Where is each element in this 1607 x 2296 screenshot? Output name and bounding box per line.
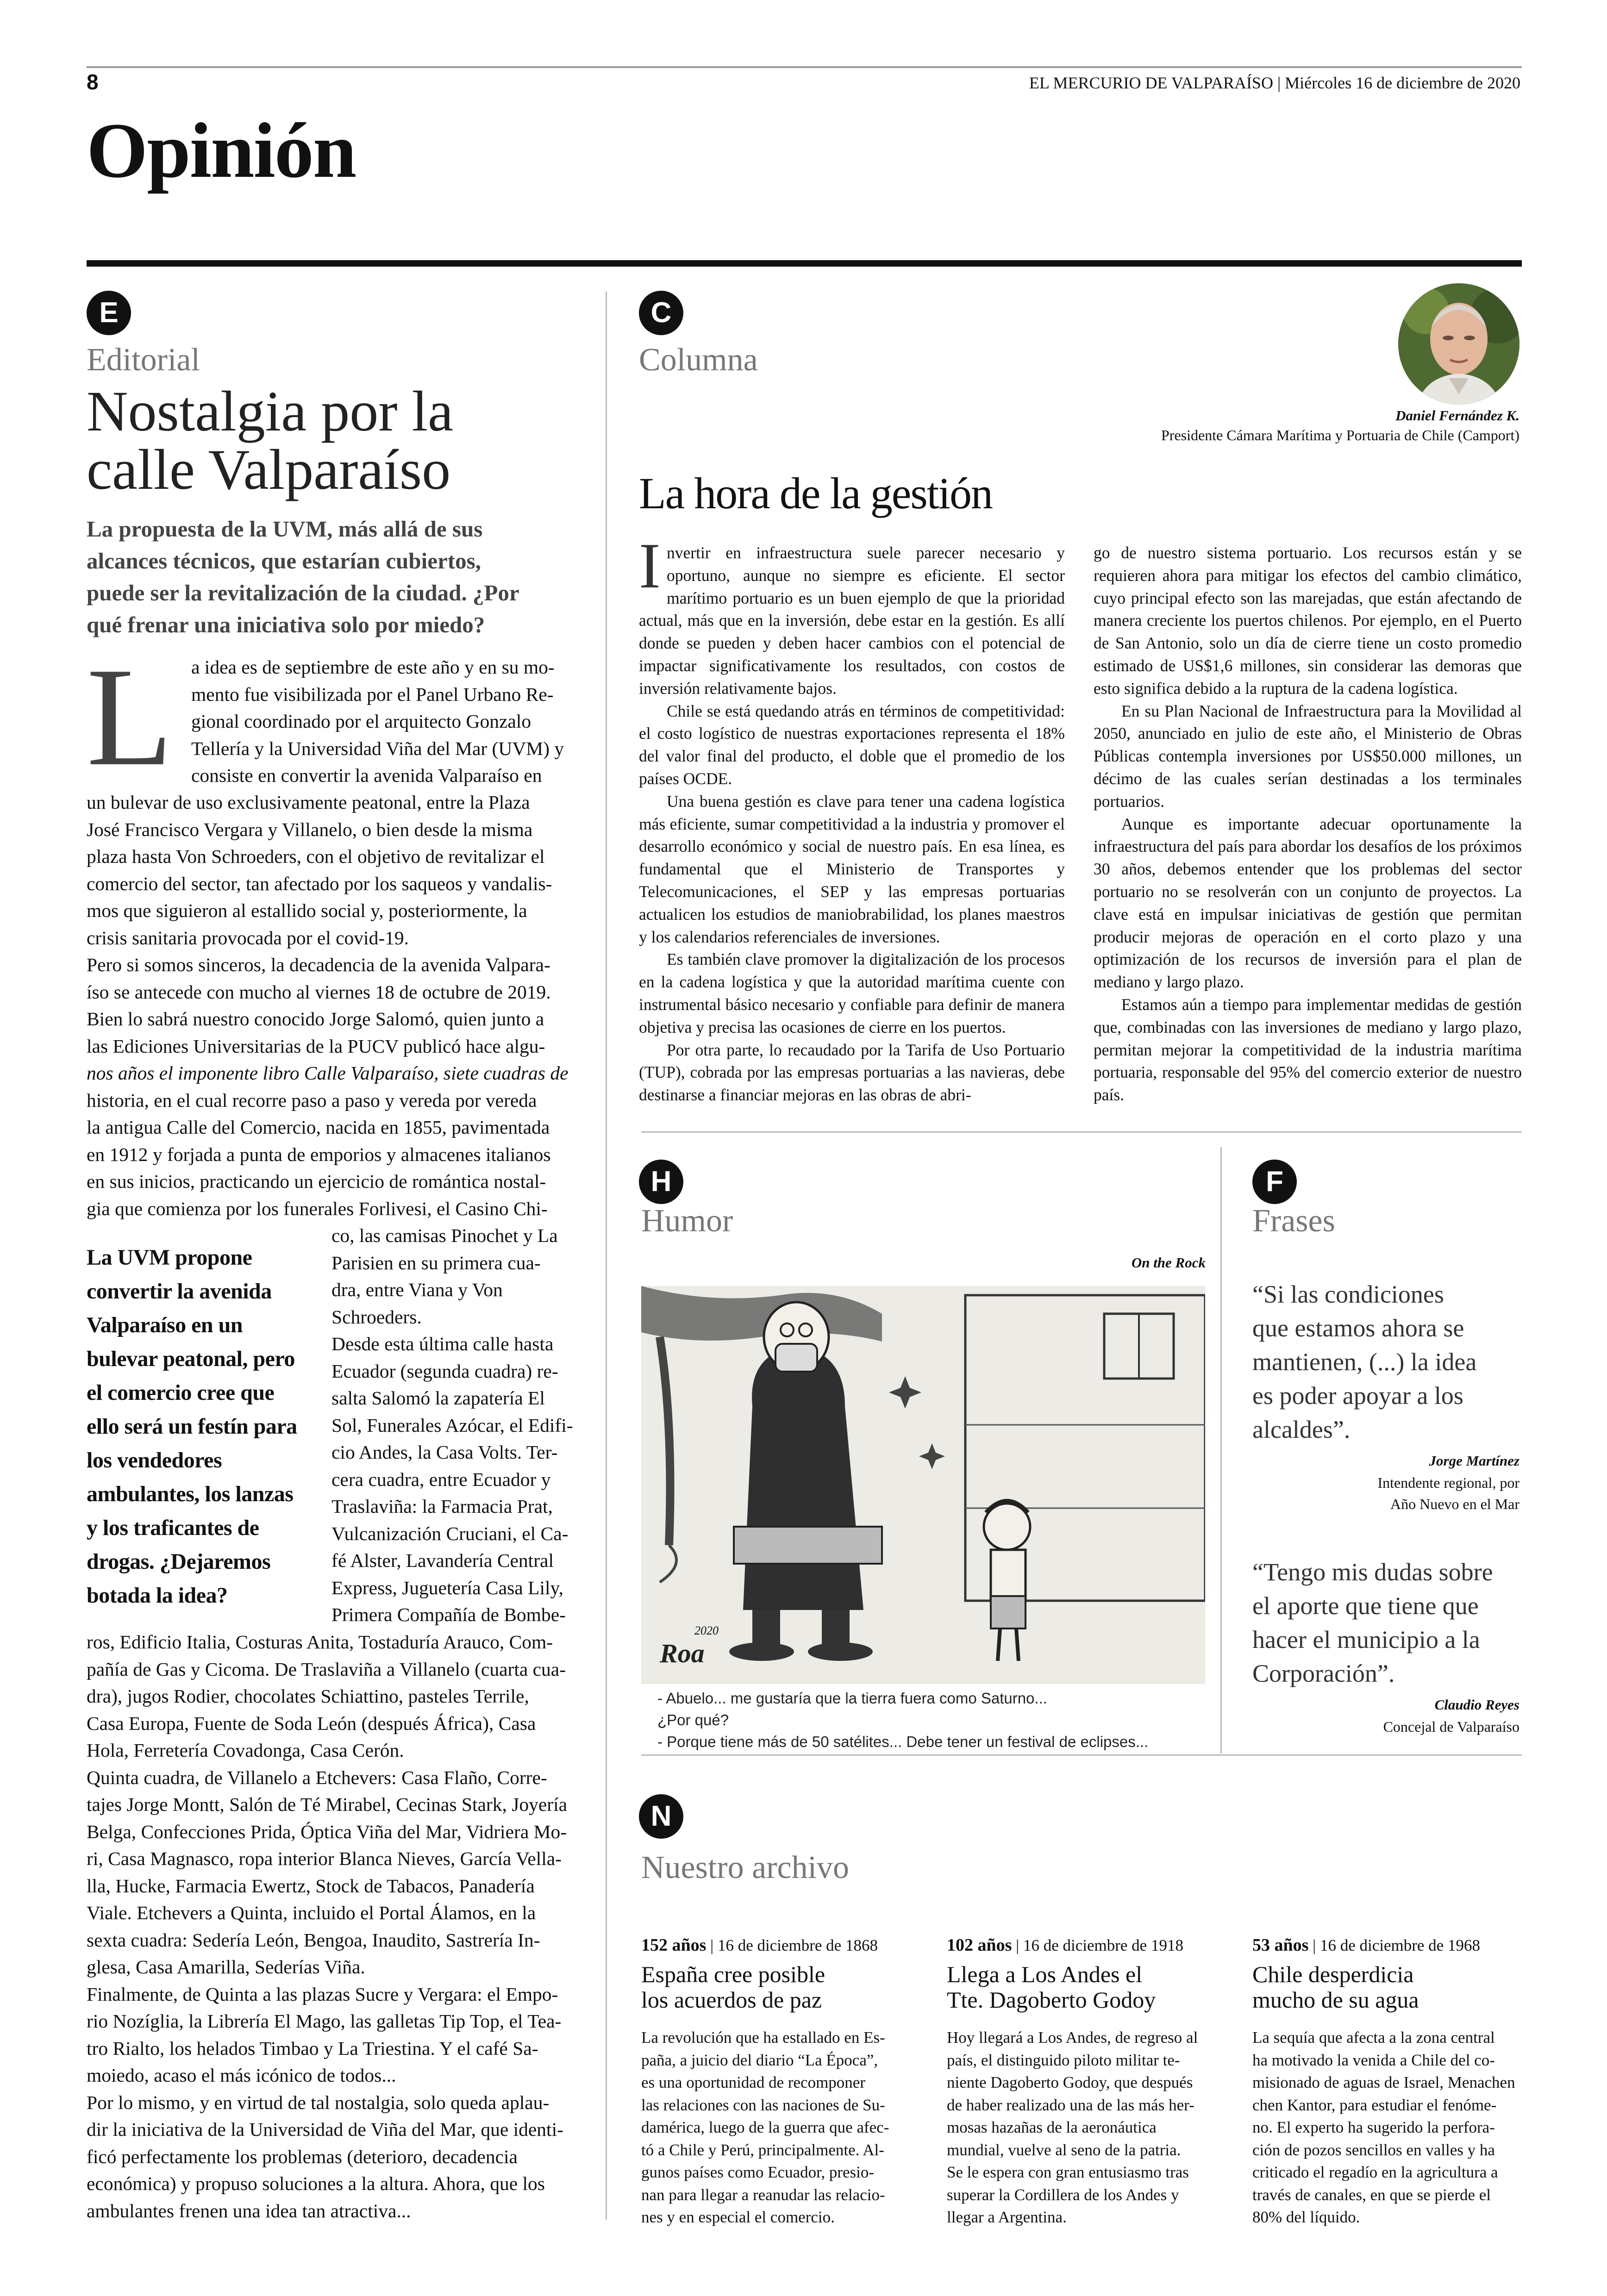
column-dropcap: I	[639, 530, 661, 602]
humor-section-label: Humor	[641, 1203, 733, 1239]
editorial-body-c: ros, Edificio Italia, Costuras Anita, Tostaduría Arauco, Com- pañía de Gas y Cicoma. De Traslaviña a Villanelo (cuarta cua- dra), jugos Rodier, chocolates Schiattino, pasteles Terrile, Casa Europa, Fuente de Soda León (después África), Casa Hola, Ferretería Covadonga, Casa Cerón. Quinta cuadra, de Villanelo a Etchevers: Casa Flaño, Corre- tajes Jorge Montt, Salón de Té Mirabel, Cecinas Stark, Joyería Belga, Confecciones Prida, Óptica Viña del Mar, Vidriera Mo- ri, Casa Magnasco, ropa interior Blanca Nieves, García Vella- lla, Hucke, Farmacia Ewertz, Stock de Tabacos, Panadería Viale. Etchevers a Quinta, incluido el Portal Álamos, en la sexta cuadra: Sedería León, Bengoa, Inaudito, Sastrería In- glesa, Casa Amarilla, Sederías Viña. Finalmente, de Quinta a las plazas Sucre y Vergara: el Empo- rio Nozíglia, la Librería El Mago, las galletas Tip Top, el Tea- tro Rialto, los helados Timbao y La Triestina. Y el café Sa- moiedo, acaso el más icónico de todos... Por lo mismo, y en virtud de tal nostalgia, solo queda aplau- dir la iniciativa de la Universidad de Viña del Mar, que identi- ficó perfectamente los problemas (deterioro, decadencia económica) y propuso soluciones a la altura. Ahora, que los ambulantes frenen una idea tan atractiva...	[87, 1631, 568, 2221]
page-title: Opinión	[87, 107, 356, 194]
humor-frases-divider	[1220, 1147, 1222, 1753]
editorial-drop-lines: a idea es de septiembre de este año y en su mo- mento fue visibilizada por el Panel Urbano Re- gional coordinado por el arquitecto Gonzalo Tellería y la Universidad Viña del Mar (UVM) y consiste en convertir la avenida Valparaíso en	[191, 656, 564, 786]
humor-credit: On the Rock	[1131, 1254, 1206, 1271]
editorial-column-divider	[606, 292, 607, 2220]
frase-author-1: Jorge Martínez	[1429, 1453, 1519, 1469]
column-badge: C	[639, 291, 683, 335]
top-rule	[87, 66, 1522, 68]
cartoon-year: 2020	[694, 1624, 719, 1637]
archive-item-header: 53 años | 16 de diciembre de 1968	[1252, 1935, 1480, 1955]
page-number: 8	[87, 70, 99, 94]
column-section-label: Columna	[639, 342, 758, 378]
cartoon-signature: Roa	[660, 1638, 705, 1668]
archive-section-label: Nuestro archivo	[641, 1850, 850, 1885]
archive-item-3	[1252, 1935, 1530, 2229]
humor-badge: H	[639, 1160, 683, 1204]
archive-item-header: 152 años | 16 de diciembre de 1868	[641, 1935, 878, 1955]
archive-badge: N	[639, 1794, 683, 1839]
archive-item-2	[947, 1935, 1225, 2229]
section-rule	[87, 260, 1522, 267]
column-body-left: nvertir en infraestructura suele parecer necesario y oportuno, aunque no siempre es eficiente. El sector marítimo portuario es un buen ejemplo de que la prioridad actual, más que en la inversión, debe estar en la gestión. Es allí donde se pueden y deben hacer cambios con el potencial de impactar significativamente los resultados, con costos de inversión relativamente bajos. Chile se está quedando atrás en términos de competitividad: el costo logístico de nuestras exportaciones representa el 18% del valor final del producto, el doble que el promedio de los países OCDE. Una buena gestión es clave para tener una cadena logística más eficiente, sumar competitividad a la industria y promover el desarrollo económico y social de nuestro país. En esa línea, es fundamental que el Ministerio de Transportes y Telecomunicaciones, el SEP y las empresas portuarias actualicen los estudios de maniobrabilidad, los planes maestros y los calendarios referenciales de inversiones. Es también clave promover la digitalización de los procesos en la cadena logística y que la autoridad marítima cuente con instrumental básico necesario y confiable para definir de manera objetiva y precisa las ocasiones de cierre en los puertos. Por otra parte, lo recaudado por la Tarifa de Uso Portuario (TUP), cobrada por las empresas portuarias a las navieras, debe destinarse a financiar mejoras en las obras de abri-	[639, 543, 1065, 1104]
editorial-dek: La propuesta de la UVM, más allá de sus alcances técnicos, que estarían cubiertos, puede ser la revitalización de la ciudad. ¿Por qué frenar una iniciativa solo por miedo?	[87, 516, 519, 637]
editorial-body-a: un bulevar de uso exclusivamente peatonal, entre la Plaza José Francisco Vergara y Villanelo, o bien desde la misma plaza hasta Von Schroeders, con el objetivo de revitalizar el comercio del sector, tan afectado por los saqueos y vandalis- mos que siguieron al estallido social y, posteriormente, la crisis sanitaria provocada por el covid-19. Pero si somos sinceros, la decadencia de la avenida Valpara- íso se antecede con mucho al viernes 18 de octubre de 2019. Bien lo sabrá nuestro conocido Jorge Salomó, quien junto a las Ediciones Universitarias de la PUCV publicó hace algu- nos años el imponente libro Calle Valparaíso, siete cuadras de historia, en el cual recorre paso a paso y vereda por vereda la antigua Calle del Comercio, nacida en 1855, pavimentada en 1912 y forjada a punta de emporios y almacenes italianos en sus inicios, practicando un ejercicio de romántica nostal- gia que comienza por los funerales Forlivesi, el Casino Chi-	[87, 792, 569, 1219]
column-author: Daniel Fernández K.	[1395, 407, 1519, 424]
author-portrait-icon	[1398, 283, 1519, 405]
frase-role-2: Concejal de Valparaíso	[1383, 1718, 1519, 1735]
archive-top-rule	[641, 1754, 1522, 1756]
editorial-body-b: co, las camisas Pinochet y La Parisien en su primera cua- dra, entre Viana y Von Schroeders. Desde esta última calle hasta Ecuador (segunda cuadra) re- salta Salomó la zapatería El Sol, Funerales Azócar, el Edifi- cio Andes, la Casa Volts. Ter- cera cuadra, entre Ecuador y Traslaviña: la Farmacia Prat, Vulcanización Cruciani, el Ca- fé Alster, Lavandería Central Express, Juguetería Casa Lily, Primera Compañía de Bombe-	[331, 1225, 573, 1625]
archive-item-title: España cree posible los acuerdos de paz	[641, 1961, 825, 2013]
cartoon-image	[641, 1286, 1205, 1684]
frases-section-label: Frases	[1252, 1203, 1335, 1239]
column-body-right: go de nuestro sistema portuario. Los recursos están y se requieren ahora para mitigar los efectos del cambio climático, cuyo principal efecto son las marejadas, que están afectando de manera creciente los puertos chilenos. Por ejemplo, en el Puerto de San Antonio, solo un día de cierre tiene un costo promedio estimado de US$1,6 millones, sin considerar las demoras que esto significa debido a la ruptura de la cadena logística. En su Plan Nacional de Infraestructura para la Movilidad al 2050, anunciado en julio de este año, el Ministerio de Obras Públicas contempla inversiones por US$50.000 millones, un décimo de las cuales serían destinadas a los terminales portuarios. Aunque es importante adecuar oportunamente la infraestructura del país para abordar los desafíos de los próximos 30 años, debemos entender que los problemas del sector portuario no se resolverán con un conjunto de proyectos. La clave está en impulsar iniciativas de gestión que permitan producir mejoras de operación en el corto plazo y una optimización de los recursos de inversión para el plan de mediano y largo plazo. Estamos aún a tiempo para implementar medidas de gestión que, combinadas con las inversiones de mediano y largo plazo, permitan mejorar la competitividad de la industria marítima portuaria, responsable del 95% del comercio exterior de nuestro país.	[1094, 543, 1522, 1104]
archive-item-header: 102 años | 16 de diciembre de 1918	[947, 1935, 1183, 1955]
archive-item-body: Hoy llegará a Los Andes, de regreso al país, el distinguido piloto militar te- niente Dagoberto Godoy, que después de haber realizado una de las más her- mosas hazañas de la aeronáutica mundial, vuelve al seno de la patria. Se le espera con gran entusiasmo tras superar la Cordillera de los Andes y llegar a Argentina.	[947, 2028, 1198, 2226]
author-photo	[1398, 283, 1519, 405]
column-title: La hora de la gestión	[639, 468, 993, 518]
column-author-role: Presidente Cámara Marítima y Portuaria de Chile (Camport)	[1161, 427, 1519, 443]
cartoon-drawing-icon	[641, 1286, 1205, 1684]
editorial-pull-quote: La UVM propone convertir la avenida Valparaíso en un bulevar peatonal, pero el comercio cree que ello será un festín para los vendedores ambulantes, los lanzas y los traficantes de drogas. ¿Dejaremos botada la idea?	[87, 1245, 297, 1608]
frase-author-2: Claudio Reyes	[1434, 1697, 1519, 1713]
archive-item-1	[641, 1935, 919, 2229]
archive-item-title: Llega a Los Andes el Tte. Dagoberto Godoy	[947, 1961, 1156, 2013]
column-bottom-rule	[641, 1131, 1522, 1133]
masthead: EL MERCURIO DE VALPARAÍSO | Miércoles 16 de diciembre de 2020	[1029, 74, 1520, 92]
cartoon-caption: - Abuelo... me gustaría que la tierra fuera como Saturno... ¿Por qué? - Porque tiene más de 50 satélites... Debe tener un festival de eclipses...	[657, 1690, 1149, 1750]
editorial-badge: E	[87, 291, 131, 335]
frase-quote-1: “Si las condiciones que estamos ahora se mantienen, (...) la idea es poder apoyar a los alcaldes”.	[1252, 1280, 1477, 1443]
editorial-dropcap: L	[87, 638, 173, 795]
editorial-title: Nostalgia por la calle Valparaíso	[87, 380, 454, 501]
frase-quote-2: “Tengo mis dudas sobre el aporte que tiene que hacer el municipio a la Corporación”.	[1252, 1558, 1493, 1687]
frase-role-1: Intendente regional, por Año Nuevo en el Mar	[1377, 1474, 1519, 1512]
archive-item-body: La sequía que afecta a la zona central ha motivado la venida a Chile del co- misionado de aguas de Israel, Menachen chen Kantor, para estudiar el fenóme- no. El experto ha sugerido la perfora- ción de pozos sencillos en valles y ha criticado el regadío en la agricultura a través de canales, en que se pierde el 80% del líquido.	[1252, 2028, 1515, 2226]
editorial-section-label: Editorial	[87, 342, 200, 378]
archive-item-body: La revolución que ha estallado en Es- paña, a juicio del diario “La Época”, es una oportunidad de recomponer las relaciones con las naciones de Su- damérica, luego de la guerra que afec- tó a Chile y Perú, principalmente. Al- gunos países como Ecuador, presio- nan para llegar a reanudar las relacio- nes y en especial el comercio.	[641, 2028, 889, 2226]
frases-badge: F	[1252, 1160, 1297, 1204]
archive-item-title: Chile desperdicia mucho de su agua	[1252, 1961, 1419, 2013]
